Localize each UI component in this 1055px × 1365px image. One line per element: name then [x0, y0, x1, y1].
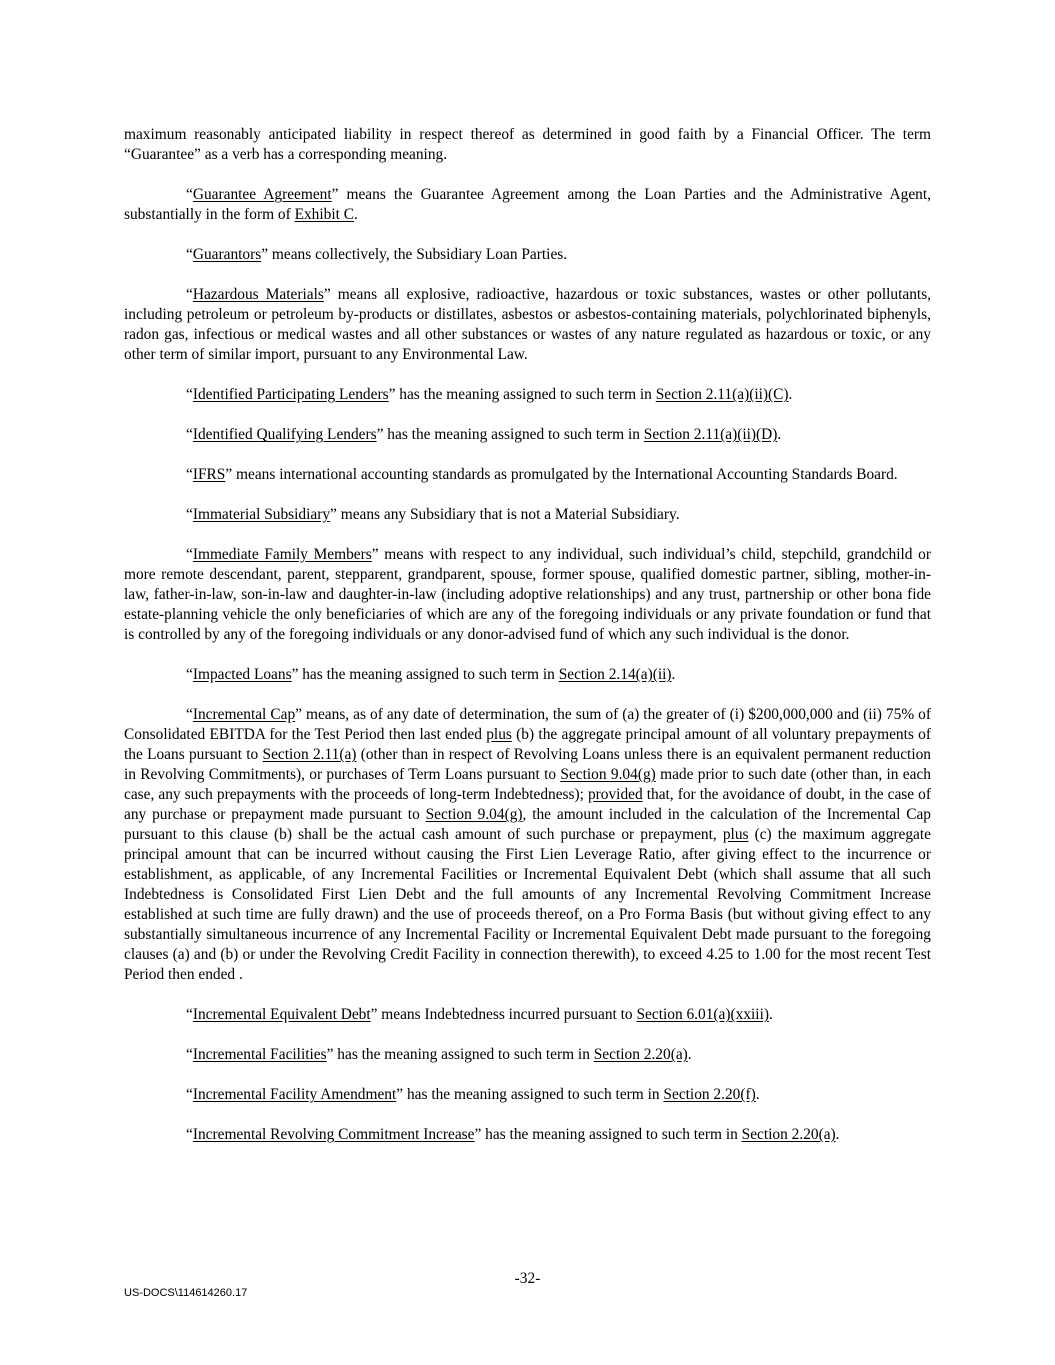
- cross-reference: Section 2.11(a)(ii)(D): [643, 426, 778, 443]
- emphasis-plus: plus: [486, 726, 512, 743]
- defined-term: Incremental Facilities: [192, 1046, 327, 1063]
- defined-term: Identified Qualifying Lenders: [192, 426, 377, 443]
- defined-term: Incremental Equivalent Debt: [192, 1006, 371, 1023]
- defined-term: Incremental Revolving Commitment Increase: [192, 1126, 475, 1143]
- cross-reference: Section 2.11(a)(ii)(C): [655, 386, 789, 403]
- definition-incremental-equivalent-debt: “Incremental Equivalent Debt” means Indebtedness incurred pursuant to Section 6.01(a)(xxiii).: [186, 1006, 773, 1023]
- cross-reference: Section 2.20(a): [593, 1046, 688, 1063]
- cross-reference: Section 2.14(a)(ii): [558, 666, 672, 683]
- definition-hazardous-materials: “Hazardous Materials” means all explosive, radioactive, hazardous or toxic substances, wastes or other pollutants, including petroleum or petroleum by-products or distillates, asbestos or asbestos-containing materials, polychlorinated biphenyls, radon gas, infectious or medical wastes and all other substances or wastes of any nature regulated as hazardous or toxic, or any other term of similar import, pursuant to any Environmental Law.: [124, 286, 932, 363]
- cross-reference: Section 2.11(a): [262, 746, 357, 763]
- definition-incremental-cap: “Incremental Cap” means, as of any date of determination, the sum of (a) the greater of (i) $200,000,000 and (ii) 75% of Consolidated EBITDA for the Test Period then last ended plus (b) the aggregate principal amount of all voluntary prepayments of the Loans pursuant to Section 2.11(a) (other than in respect of Revolving Loans unless there is an equivalent permanent reduction in Revolving Commitments), or purchases of Term Loans pursuant to Section 9.04(g) made prior to such date (other than, in each case, any such prepayments with the proceeds of long-term Indebtedness); provided that, for the avoidance of doubt, in the case of any purchase or prepayment made pursuant to Section 9.04(g), the amount included in the calculation of the Incremental Cap pursuant to this clause (b) shall be the actual cash amount of such purchase or prepayment, plus (c) the maximum aggregate principal amount that can be incurred without causing the First Lien Leverage Ratio, after giving effect to the incurrence or establishment, as applicable, of any Incremental Facilities or Incremental Equivalent Debt (which shall assume that all such Indebtedness is Consolidated First Lien Debt and the full amounts of any Incremental Revolving Commitment Increase established at such time are fully drawn) and the use of proceeds thereof, on a Pro Forma Basis (but without giving effect to any substantially simultaneous incurrence of any Incremental Facility or Incremental Equivalent Debt made pursuant to the foregoing clauses (a) and (b) or under the Revolving Credit Facility in connection therewith), to exceed 4.25 to 1.00 for the most recent Test Period then ended .: [124, 706, 931, 983]
- definition-immediate-family-members: “Immediate Family Members” means with respect to any individual, such individual’s child, stepchild, grandchild or more remote descendant, parent, stepparent, grandparent, spouse, former spouse, qualified domestic partner, sibling, mother-in-law, father-in-law, son-in-law and daughter-in-law (including adoptive relationships) and any trust, partnership or other bona fide estate-planning vehicle the only beneficiaries of which are any of the foregoing individuals or any private foundation or fund that is controlled by any of the foregoing individuals or any donor-advised fund of which any such individual is the donor.: [124, 546, 931, 643]
- document-page: [124, 125, 931, 1165]
- definition-guarantors: “Guarantors” means collectively, the Subsidiary Loan Parties.: [186, 246, 568, 263]
- defined-term: IFRS: [192, 466, 226, 483]
- defined-term: Guarantee Agreement: [192, 186, 332, 203]
- definition-impacted-loans: “Impacted Loans” has the meaning assigned to such term in Section 2.14(a)(ii).: [186, 666, 676, 683]
- definition-immaterial-subsidiary: “Immaterial Subsidiary” means any Subsidiary that is not a Material Subsidiary.: [186, 506, 680, 523]
- definition-incremental-revolving-commitment-increase: “Incremental Revolving Commitment Increase” has the meaning assigned to such term in Section 2.20(a).: [186, 1126, 840, 1143]
- cross-reference: Section 2.20(f): [663, 1086, 756, 1103]
- defined-term: Immediate Family Members: [192, 546, 372, 563]
- cross-reference: Section 9.04(g): [425, 806, 523, 823]
- definition-incremental-facilities: “Incremental Facilities” has the meaning assigned to such term in Section 2.20(a).: [186, 1046, 692, 1063]
- defined-term: Identified Participating Lenders: [192, 386, 389, 403]
- defined-term: Hazardous Materials: [192, 286, 324, 303]
- definition-identified-qualifying-lenders: “Identified Qualifying Lenders” has the meaning assigned to such term in Section 2.11(a)(ii)(D).: [186, 426, 782, 443]
- definition-incremental-facility-amendment: “Incremental Facility Amendment” has the meaning assigned to such term in Section 2.20(f).: [186, 1086, 760, 1103]
- page-number: -32-: [514, 1270, 541, 1287]
- defined-term: Incremental Facility Amendment: [192, 1086, 397, 1103]
- cross-reference: Section 9.04(g): [560, 766, 656, 783]
- definition-ifrs: “IFRS” means international accounting standards as promulgated by the International Accounting Standards Board.: [186, 466, 898, 483]
- cross-reference: Section 6.01(a)(xxiii): [636, 1006, 769, 1023]
- cross-reference: Exhibit C: [294, 206, 354, 223]
- definition-guarantee-agreement: “Guarantee Agreement” means the Guarantee Agreement among the Loan Parties and the Administrative Agent, substantially in the form of Exhibit C.: [124, 186, 931, 223]
- cross-reference: Section 2.20(a): [741, 1126, 836, 1143]
- defined-term: Guarantors: [192, 246, 262, 263]
- definition-identified-participating-lenders: “Identified Participating Lenders” has the meaning assigned to such term in Section 2.11(a)(ii)(C).: [186, 386, 793, 403]
- paragraph-guarantee-continuation: maximum reasonably anticipated liability in respect thereof as determined in good faith by a Financial Officer. The term “Guarantee” as a verb has a corresponding meaning.: [124, 126, 931, 163]
- emphasis-plus: plus: [722, 826, 749, 843]
- defined-term: Impacted Loans: [192, 666, 292, 683]
- defined-term: Immaterial Subsidiary: [192, 506, 331, 523]
- emphasis-provided: provided: [587, 786, 643, 803]
- document-id: US-DOCS\114614260.17: [124, 1287, 248, 1299]
- defined-term: Incremental Cap: [192, 706, 296, 723]
